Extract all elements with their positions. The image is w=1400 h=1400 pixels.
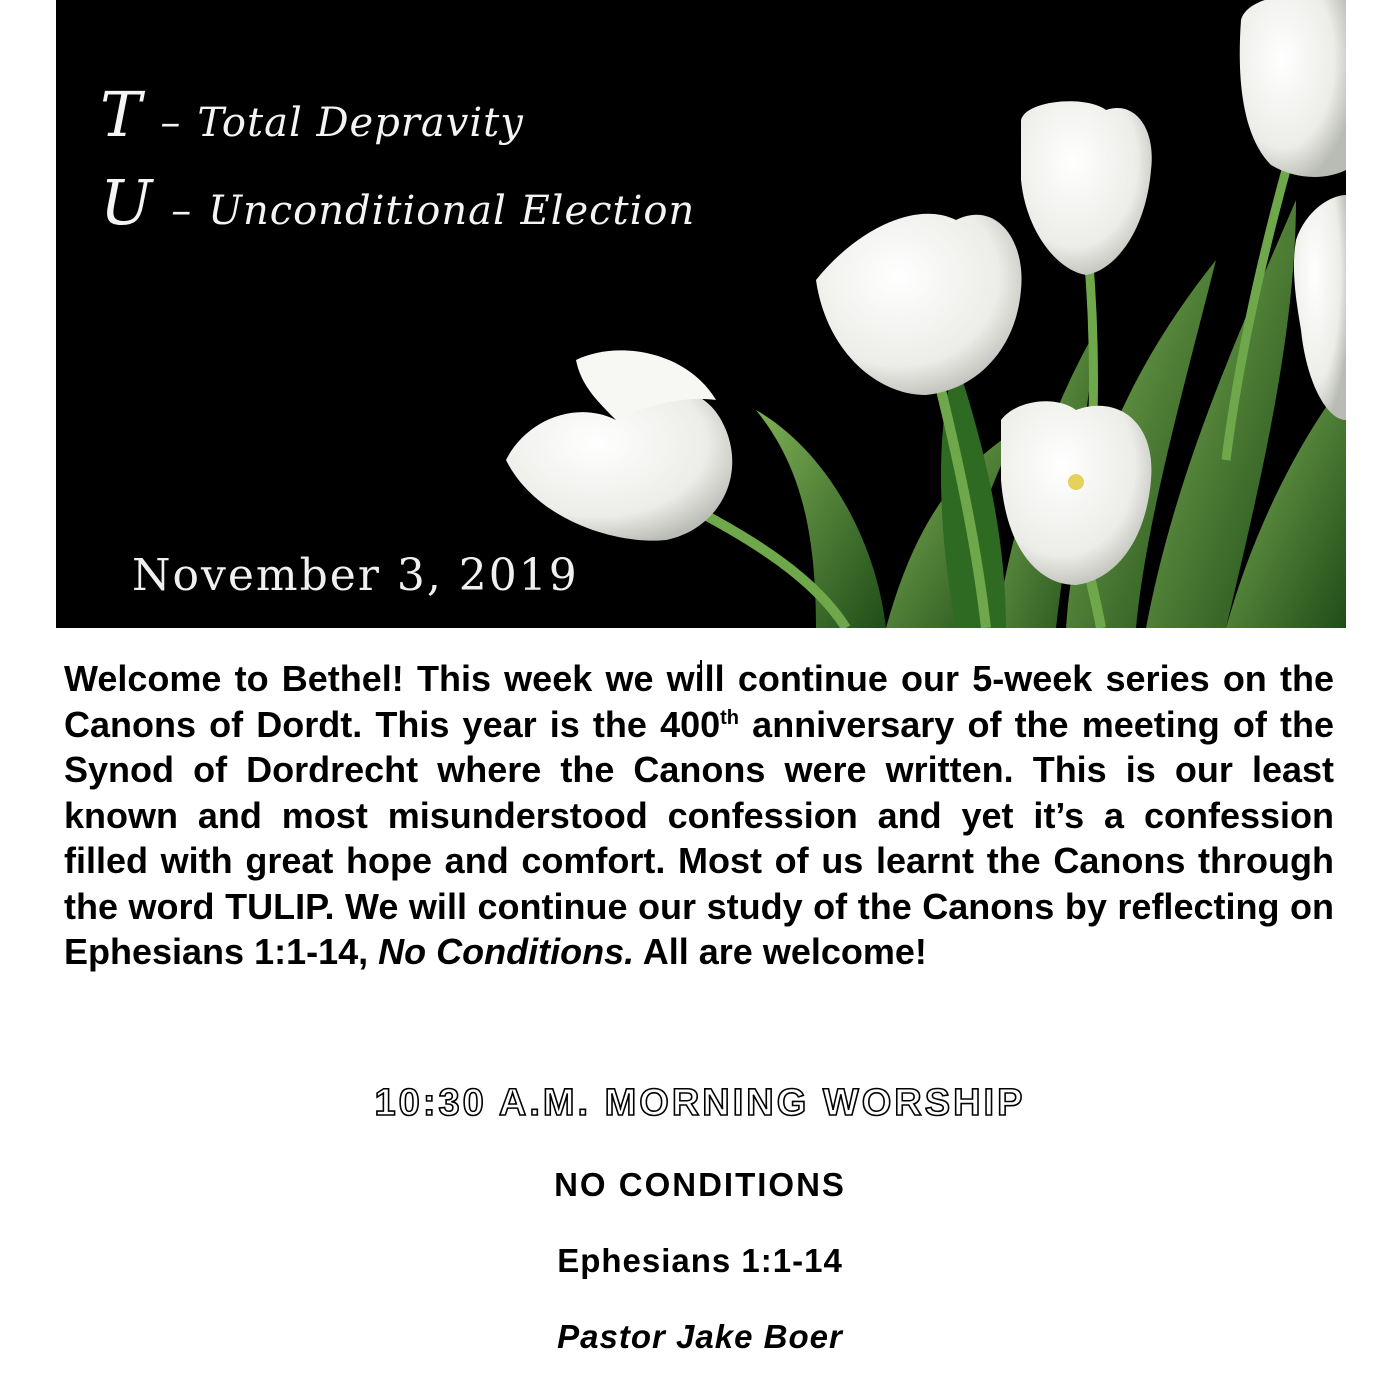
- tulip-point: Total Depravity: [197, 100, 524, 146]
- scripture-reference: Ephesians 1:1-14: [557, 1242, 843, 1279]
- welcome-paragraph: [64, 656, 1334, 975]
- tulip-letter: U: [100, 166, 154, 239]
- tulip-letter: T: [100, 78, 143, 151]
- tulip-bloom: [1021, 101, 1152, 275]
- separator: –: [160, 100, 182, 146]
- tulip-bloom: [816, 214, 1022, 395]
- tulip-point: Unconditional Election: [208, 188, 696, 234]
- welcome-text: anniversary of the meeting of the Synod of Dordrecht where the Canons were written. This is our least known and most misunderstood confession and yet it’s a confession filled with great hope and comfort. Most of us learnt the Canons through the word TULIP. We will continue our study of the Canons by reflecting on Ephesians 1:1-14,: [64, 703, 1334, 972]
- bulletin-date: November 3, 2019: [132, 550, 579, 601]
- pastor-name: Pastor Jake Boer: [557, 1318, 843, 1355]
- tulip-bloom: [1240, 0, 1346, 177]
- separator: –: [171, 188, 193, 234]
- header-banner: [56, 0, 1346, 628]
- tulip-line-unconditional-election: [100, 166, 695, 239]
- leaf: [941, 360, 1006, 628]
- tulip-bloom: [506, 350, 732, 540]
- sermon-title: NO CONDITIONS: [554, 1166, 846, 1203]
- sermon-reference: No Conditions.: [378, 931, 635, 972]
- welcome-text: Welcome to Bethel! This week we will continue our 5-week series on the Canons of Dordt. This year is the 400: [64, 658, 1334, 745]
- tulip-bloom: [1294, 195, 1346, 420]
- welcome-closing: All are welcome!: [634, 931, 927, 972]
- tulip-line-total-depravity: [100, 78, 524, 151]
- service-time-heading: 10:30 A.M. MORNING WORSHIP: [374, 1082, 1026, 1124]
- ordinal-suffix: th: [720, 706, 740, 729]
